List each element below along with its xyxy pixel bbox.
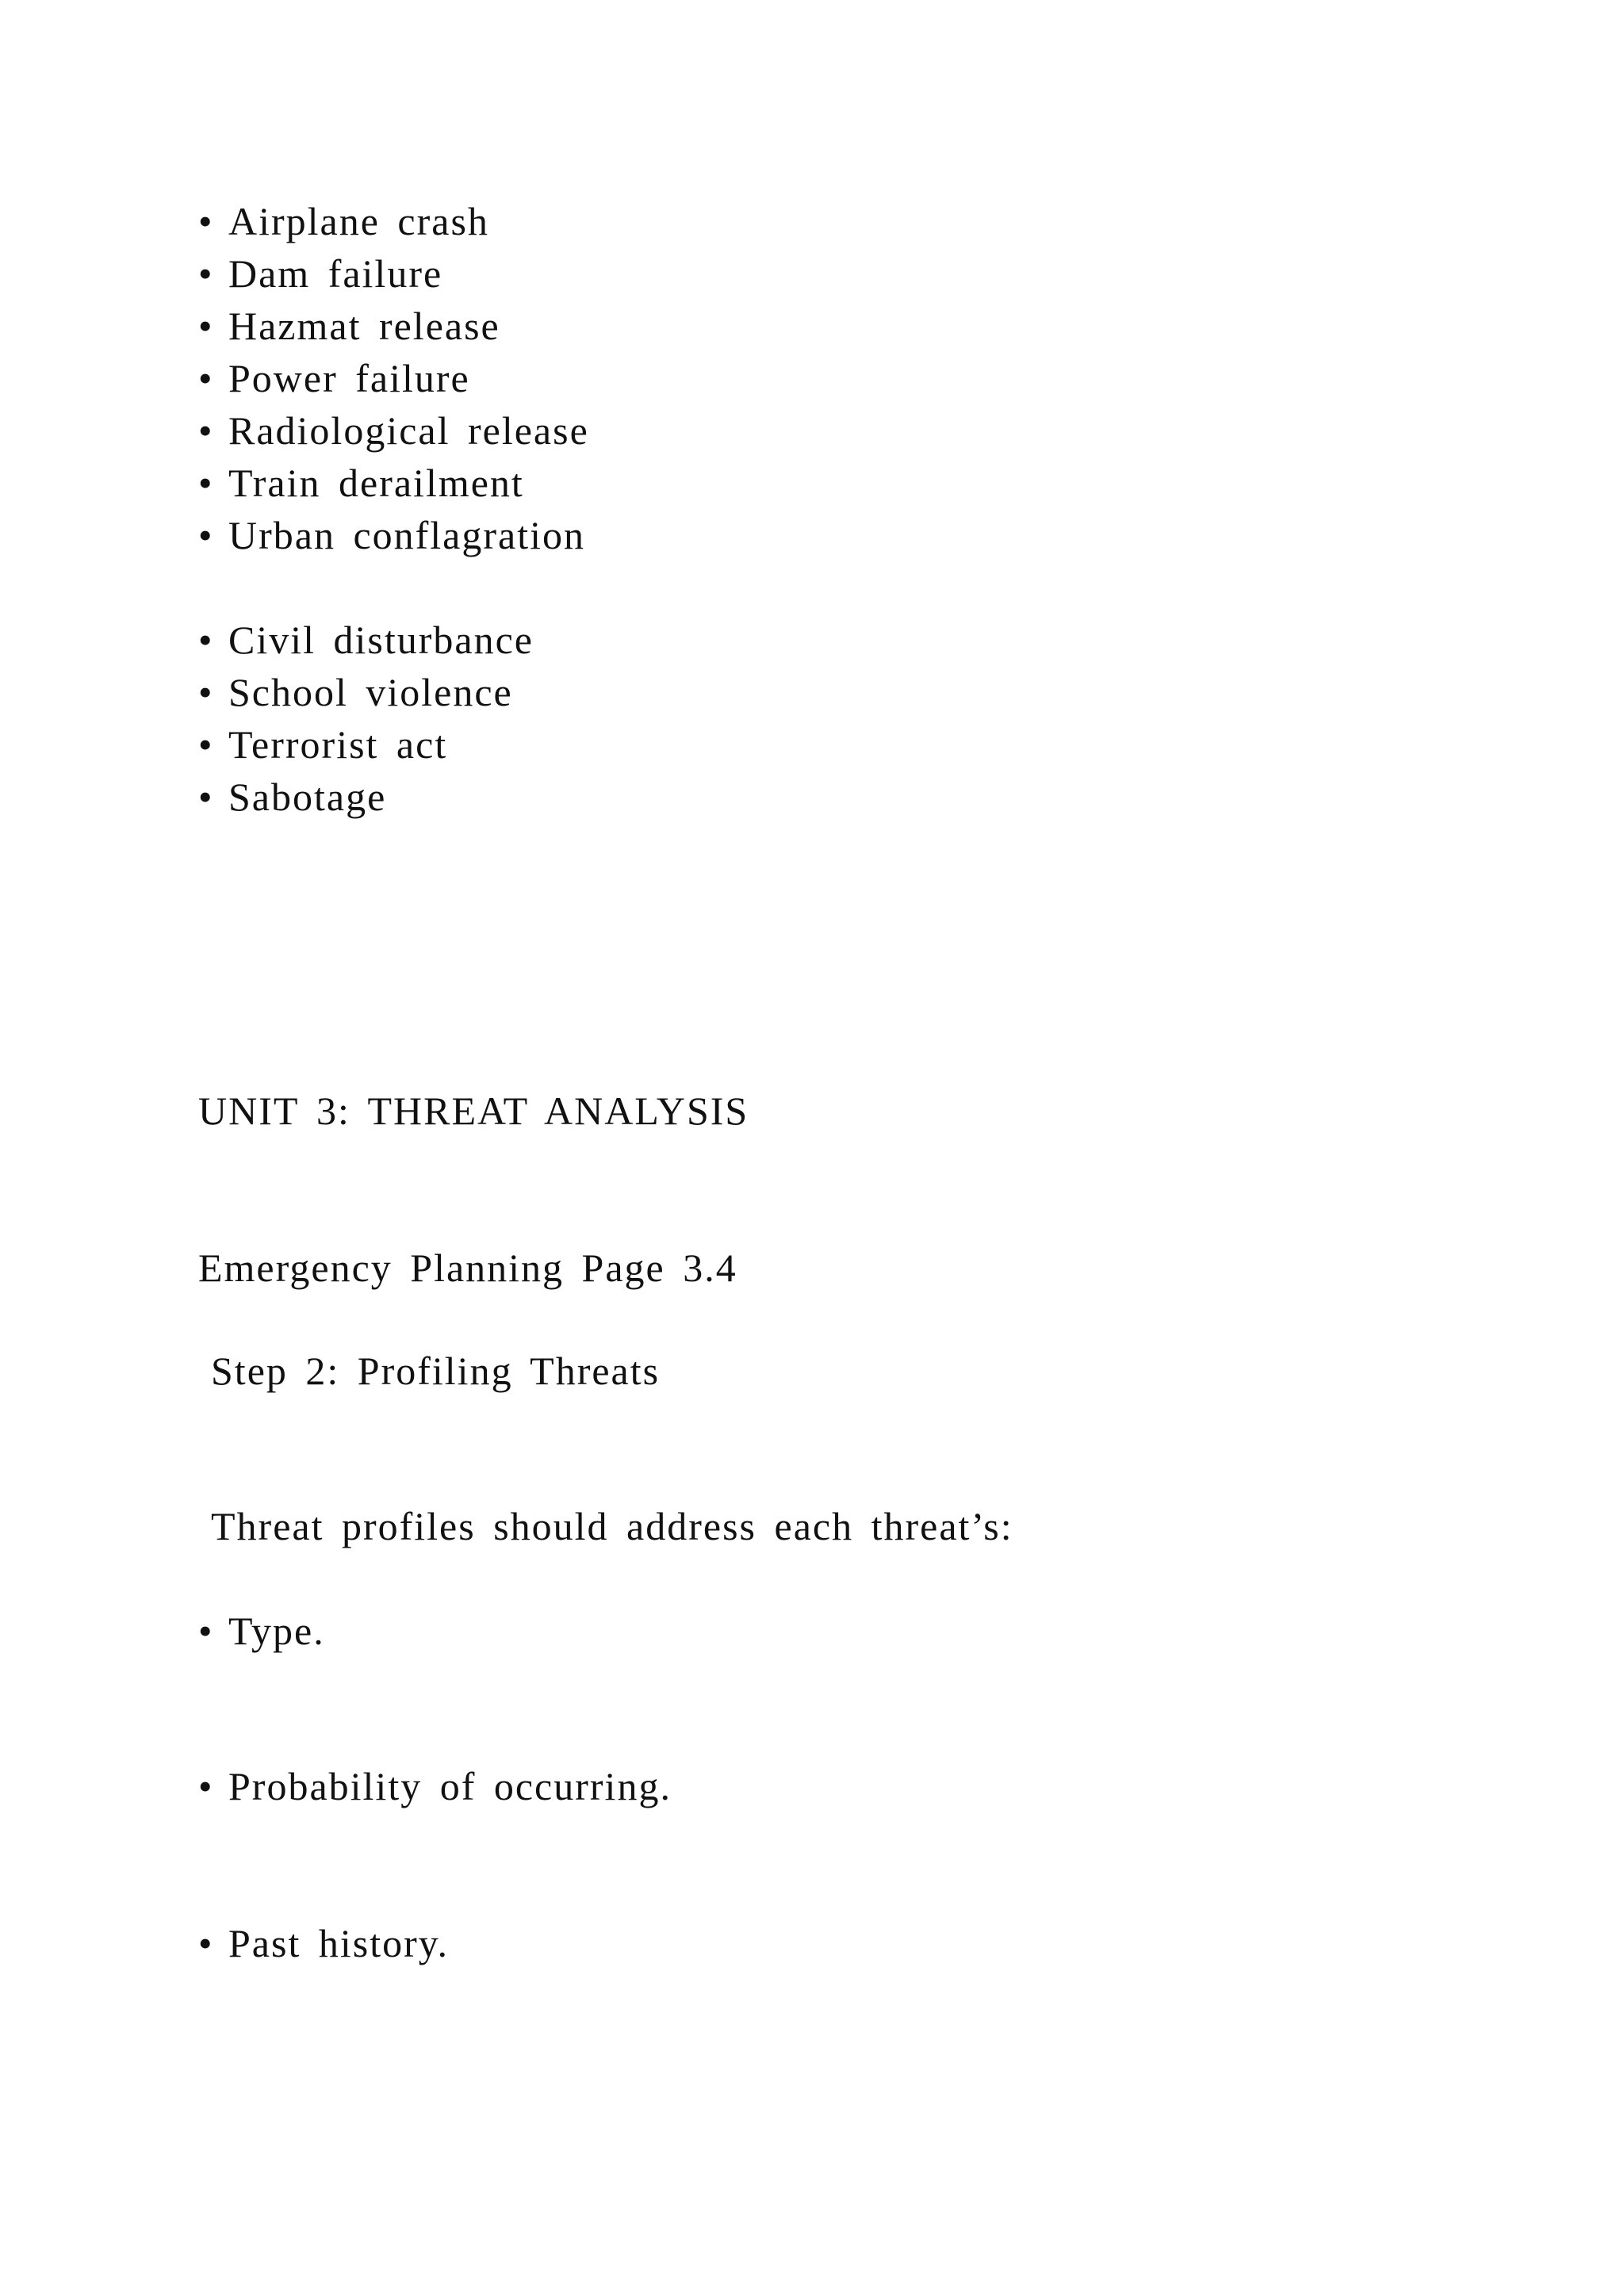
running-header: Emergency Planning Page 3.4 [198, 1246, 737, 1290]
bullet: • [198, 1609, 214, 1653]
bullet: • [198, 199, 214, 243]
profile-item-type: • Type. [198, 1606, 325, 1655]
list-item-radiological-release: • Radiological release [198, 406, 589, 455]
bullet: • [198, 670, 214, 714]
bullet: • [198, 1764, 214, 1808]
profile-intro: Threat profiles should address each threat’s: [211, 1504, 1013, 1548]
bullet: • [198, 251, 214, 296]
list-item-hazmat-release: • Hazmat release [198, 301, 500, 350]
bullet: • [198, 618, 214, 662]
list-item-civil-disturbance: • Civil disturbance [198, 615, 534, 664]
bullet: • [198, 1921, 214, 1965]
step-heading: Step 2: Profiling Threats [211, 1349, 661, 1393]
unit-heading: UNIT 3: THREAT ANALYSIS [198, 1089, 749, 1133]
bullet: • [198, 513, 214, 557]
profile-item-probability: • Probability of occurring. [198, 1762, 672, 1811]
bullet: • [198, 356, 214, 400]
list-item-school-violence: • School violence [198, 668, 513, 717]
list-item-dam-failure: • Dam failure [198, 249, 442, 298]
bullet: • [198, 722, 214, 767]
list-item-power-failure: • Power failure [198, 354, 470, 403]
list-item-train-derailment: • Train derailment [198, 458, 524, 507]
list-item-terrorist-act: • Terrorist act [198, 720, 447, 769]
bullet: • [198, 461, 214, 505]
bullet: • [198, 775, 214, 819]
list-item-airplane-crash: • Airplane crash [198, 197, 489, 246]
list-item-sabotage: • Sabotage [198, 772, 386, 821]
list-item-urban-conflagration: • Urban conflagration [198, 511, 585, 560]
bullet: • [198, 304, 214, 348]
profile-item-past-history: • Past history. [198, 1919, 449, 1968]
bullet: • [198, 408, 214, 453]
